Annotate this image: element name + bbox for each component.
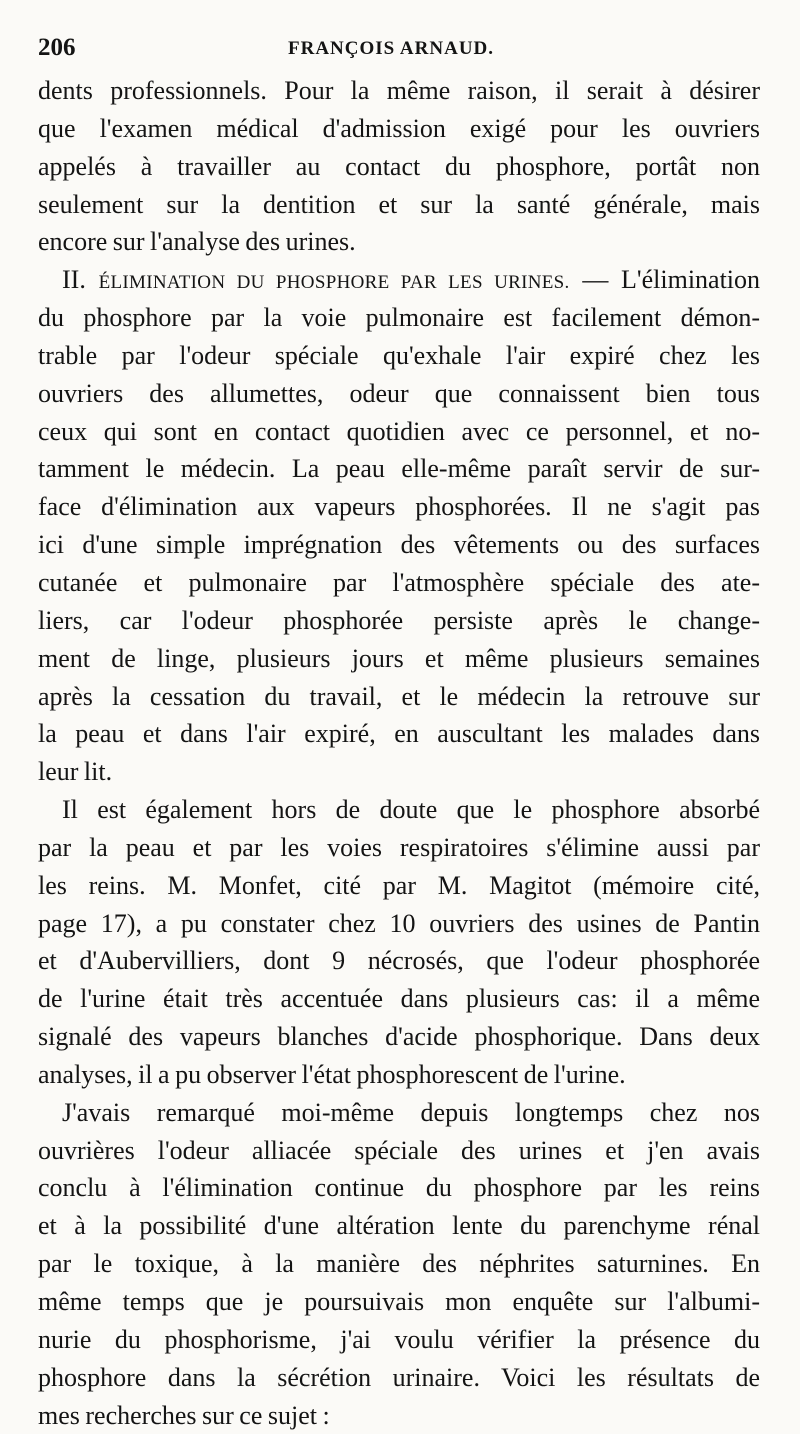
text-line: mes recherches sur ce sujet : [38, 1400, 330, 1430]
text-line: cutanée et pulmonaire par l'atmosphère spéciale des ate- [38, 567, 760, 597]
text-line: J'avais remarqué moi-même depuis longtemps chez nos [62, 1097, 760, 1127]
text-line: ceux qui sont en contact quotidien avec ce personnel, et no- [38, 416, 760, 446]
text-line: même temps que je poursuivais mon enquête sur l'albumi- [38, 1287, 760, 1316]
text-line: que l'examen médical d'admission exigé pour les ouvriers [38, 113, 760, 143]
text-line: tamment le médecin. La peau elle-même paraît servir de sur- [38, 454, 760, 484]
text-line: du phosphore par la voie pulmonaire est facilement démon- [38, 303, 760, 333]
text-line: page 17), a pu constater chez 10 ouvriers des usines de Pantin [38, 908, 760, 938]
text-line: ici d'une simple imprégnation des vêtements ou des surfaces [38, 530, 760, 560]
text-line: encore sur l'analyse des urines. [38, 227, 356, 257]
page-number: 206 [38, 34, 76, 61]
text-line: après la cessation du travail, et le médecin la retrouve sur [38, 681, 760, 711]
text-line: la peau et dans l'air expiré, en auscultant les malades dans [38, 719, 760, 749]
text-line: seulement sur la dentition et sur la santé générale, mais [38, 189, 760, 219]
text-line: nurie du phosphorisme, j'ai voulu vérifier la présence du [38, 1324, 760, 1354]
text-line: et à la possibilité d'une altération lente du parenchyme rénal [38, 1211, 760, 1241]
section-number: II. [62, 265, 86, 295]
text-line: liers, car l'odeur phosphorée persiste après le change- [38, 605, 760, 635]
text-line: leur lit. [38, 757, 113, 787]
section-title: ÉLIMINATION DU PHOSPHORE PAR LES URINES. [98, 272, 570, 294]
text-line: signalé des vapeurs blanches d'acide phosphorique. Dans deux [38, 1022, 760, 1052]
text-line: et d'Aubervilliers, dont 9 nécrosés, que l'odeur phosphorée [38, 946, 760, 976]
text-line: dents professionnels. Pour la même raison, il serait à désirer [38, 76, 760, 105]
section-heading-line [38, 261, 760, 299]
text-line: de l'urine était très accentuée dans plusieurs cas: il a même [38, 984, 760, 1014]
text-line: conclu à l'élimination continue du phosphore par les reins [38, 1173, 760, 1203]
text-line: appelés à travailler au contact du phosphore, portât non [38, 151, 760, 181]
text-line: par la peau et par les voies respiratoires s'élimine aussi par [38, 832, 760, 862]
text-line: ouvrières l'odeur alliacée spéciale des urines et j'en avais [38, 1135, 760, 1165]
text-line: — L'élimination [582, 265, 761, 295]
text-line: face d'élimination aux vapeurs phosphorées. Il ne s'agit pas [38, 492, 760, 522]
running-title: FRANÇOIS ARNAUD. [288, 38, 495, 59]
text-line: ment de linge, plusieurs jours et même plusieurs semaines [38, 643, 760, 673]
text-line: analyses, il a pu observer l'état phosphorescent de l'urine. [38, 1059, 626, 1089]
text-line: ouvriers des allumettes, odeur que connaissent bien tous [38, 378, 760, 408]
text-line: les reins. M. Monfet, cité par M. Magitot (mémoire cité, [38, 870, 760, 900]
text-line: Il est également hors de doute que le phosphore absorbé [62, 795, 760, 825]
body-text [38, 72, 760, 1434]
text-line: par le toxique, à la manière des néphrites saturnines. En [38, 1249, 760, 1279]
page-header [38, 34, 762, 70]
text-line: phosphore dans la sécrétion urinaire. Voici les résultats de [38, 1362, 760, 1392]
text-line: trable par l'odeur spéciale qu'exhale l'air expiré chez les [38, 340, 760, 370]
